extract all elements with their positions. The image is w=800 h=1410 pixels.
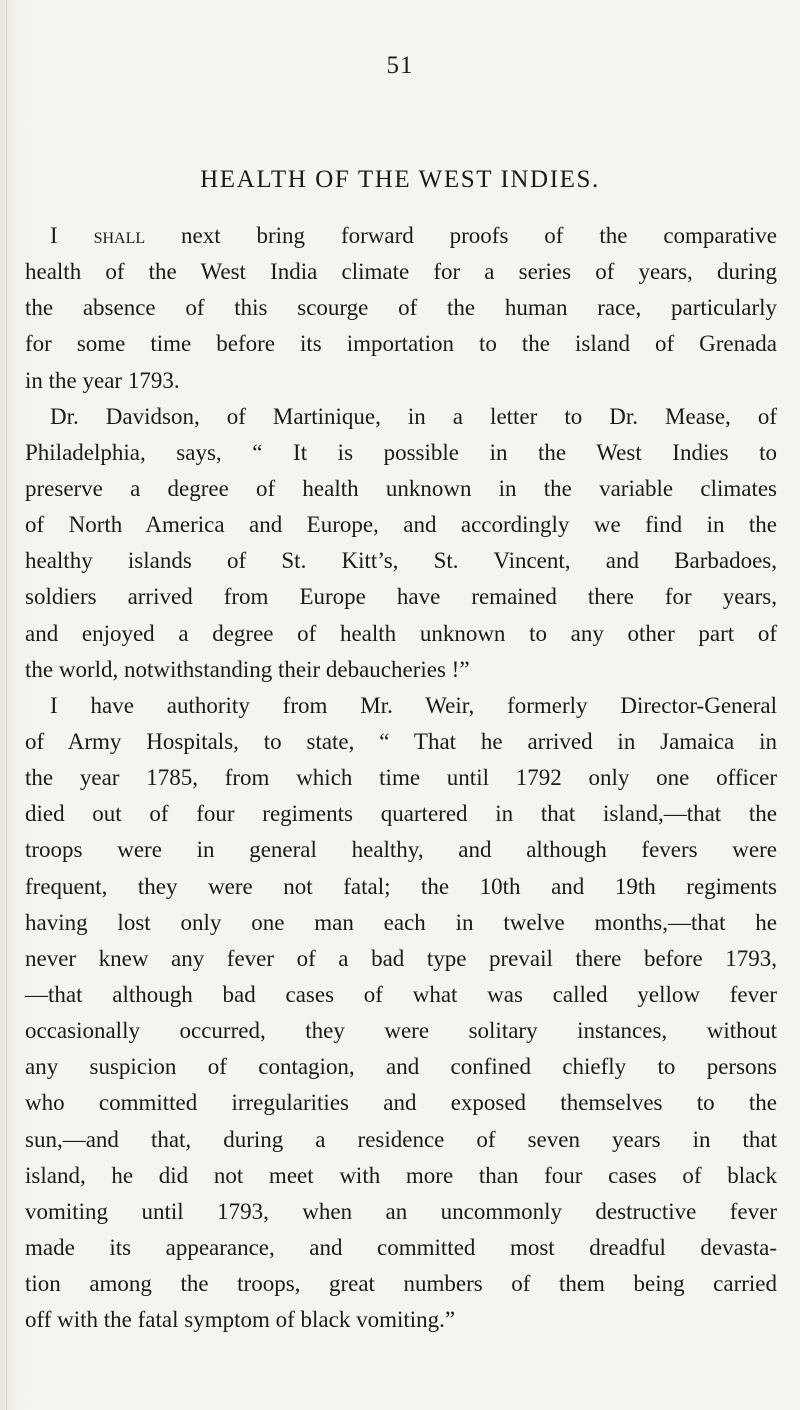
paragraph-3-line-11: any suspicion of contagion, and confined chiefly to persons [25, 1054, 777, 1080]
paragraph-3-line-18: off with the fatal symptom of black vomiting.” [25, 1307, 456, 1333]
line-text: next bring forward proofs of the comparative [145, 223, 777, 248]
paragraph-3-line-3: the year 1785, from which time until 1792 only one officer [25, 765, 777, 791]
paragraph-2-line-7: and enjoyed a degree of health unknown to any other part of [25, 620, 777, 646]
paragraph-3-line-1: I have authority from Mr. Weir, formerly Director-General [50, 692, 777, 718]
paragraph-2-line-1: Dr. Davidson, of Martinique, in a letter to Dr. Mease, of [50, 403, 777, 429]
paragraph-3-line-10: occasionally occurred, they were solitary instances, without [25, 1018, 777, 1044]
paragraph-1-line-1 [25, 218, 777, 254]
body-text [25, 218, 777, 1338]
paragraph-3-line-2: of Army Hospitals, to state, “ That he arrived in Jamaica in [25, 728, 777, 754]
paragraph-3-line-5: troops were in general healthy, and although fevers were [25, 837, 777, 863]
page-number: 51 [386, 52, 414, 79]
paragraph-1-line-5: in the year 1793. [25, 367, 180, 393]
paragraph-1-line-4: for some time before its importation to the island of Grenada [25, 331, 777, 357]
paragraph-3-line-6: frequent, they were not fatal; the 10th and 19th regiments [25, 873, 777, 899]
paragraph-3-line-15: vomiting until 1793, when an uncommonly destructive fever [25, 1198, 777, 1224]
paragraph-3-line-16: made its appearance, and committed most dreadful devasta- [25, 1234, 777, 1260]
paragraph-3-line-8: never knew any fever of a bad type prevail there before 1793, [25, 945, 777, 971]
paragraph-2-line-3: preserve a degree of health unknown in the variable climates [25, 475, 777, 501]
paragraph-3-line-9: —that although bad cases of what was called yellow fever [25, 981, 777, 1007]
paragraph-3-line-7: having lost only one man each in twelve months,—that he [25, 909, 777, 935]
page-heading: HEALTH OF THE WEST INDIES. [200, 166, 600, 193]
paragraph-3-line-12: who committed irregularities and exposed themselves to the [25, 1090, 777, 1116]
page-gutter [6, 0, 7, 1410]
paragraph-2-line-6: soldiers arrived from Europe have remained there for years, [25, 584, 777, 610]
paragraph-3-line-14: island, he did not meet with more than four cases of black [25, 1162, 777, 1188]
paragraph-3-line-13: sun,—and that, during a residence of seven years in that [25, 1126, 777, 1152]
paragraph-3-line-17: tion among the troops, great numbers of them being carried [25, 1271, 777, 1297]
paragraph-2-line-5: healthy islands of St. Kitt’s, St. Vincent, and Barbadoes, [25, 548, 777, 574]
paragraph-1-line-3: the absence of this scourge of the human race, particularly [25, 295, 777, 321]
paragraph-2-line-4: of North America and Europe, and accordingly we find in the [25, 512, 777, 538]
first-letter: I [50, 223, 94, 248]
first-word-smallcaps: shall [93, 223, 146, 248]
paragraph-1-line-2: health of the West India climate for a series of years, during [25, 259, 777, 285]
paragraph-3-line-4: died out of four regiments quartered in that island,—that the [25, 801, 777, 827]
paragraph-2-line-8: the world, notwithstanding their debaucheries !” [25, 656, 470, 682]
paragraph-2-line-2: Philadelphia, says, “ It is possible in the West Indies to [25, 439, 777, 465]
